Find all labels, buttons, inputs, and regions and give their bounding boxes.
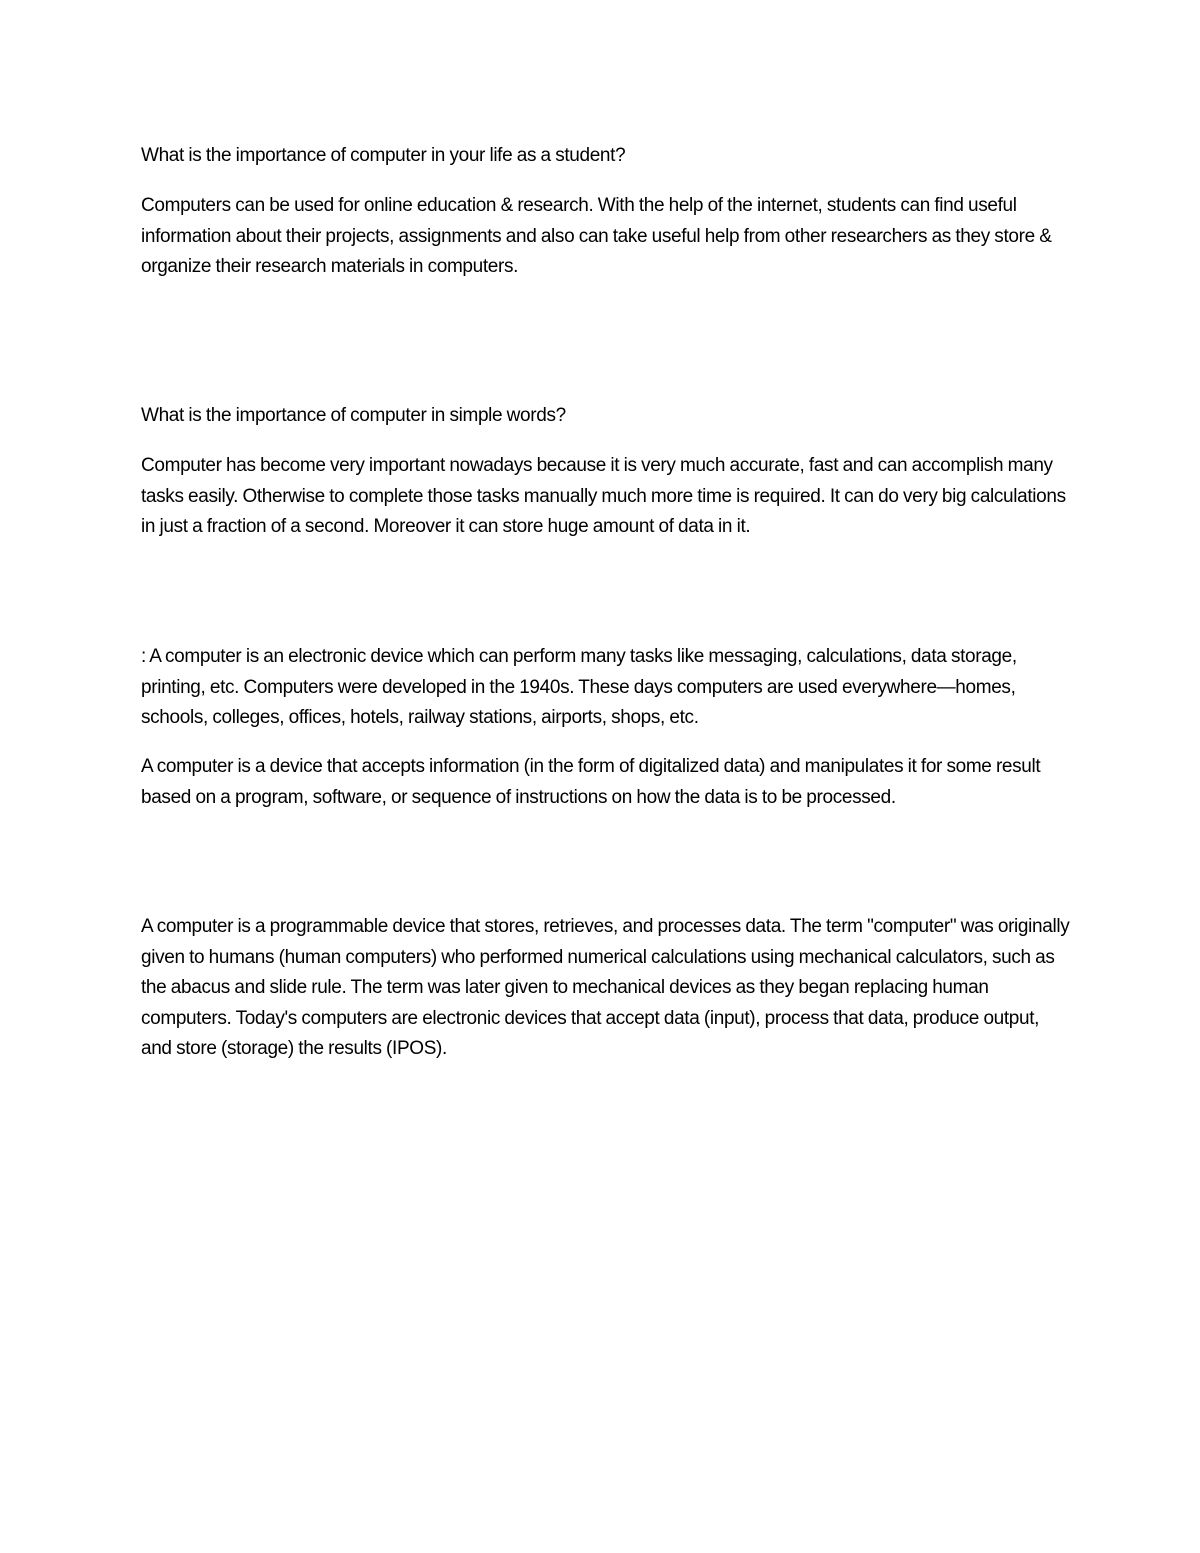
question-heading-simple-words: What is the importance of computer in simple words? (141, 405, 566, 426)
definition-paragraph-programmable-device: A computer is a programmable device that stores, retrieves, and processes data. The term "computer" was originally given to humans (human computers) who performed numerical calculations using mechanical calculators, such as the abacus and slide rule. The term was later given to mechanical devices as they began replacing human computers. Today's computers are electronic devices that accept data (input), process that data, produce output, and store (storage) the results (IPOS). (141, 916, 1070, 1059)
definition-paragraph-electronic-device: : A computer is an electronic device which can perform many tasks like messaging, calculations, data storage, printing, etc. Computers were developed in the 1940s. These days computers are used everywhere—homes, schools, colleges, offices, hotels, railway stations, airports, shops, etc. (141, 646, 1017, 728)
answer-paragraph-student: Computers can be used for online education & research. With the help of the internet, students can find useful information about their projects, assignments and also can take useful help from other researchers as they store & organize their research materials in computers. (141, 195, 1052, 277)
question-heading-student: What is the importance of computer in your life as a student? (141, 145, 626, 166)
definition-paragraph-accepts-information: A computer is a device that accepts information (in the form of digitalized data) and manipulates it for some result based on a program, software, or sequence of instructions on how the data is to be processed. (141, 756, 1041, 808)
answer-paragraph-simple-words: Computer has become very important nowadays because it is very much accurate, fast and can accomplish many tasks easily. Otherwise to complete those tasks manually much more time is required. It can do very big calculations in just a fraction of a second. Moreover it can store huge amount of data in it. (141, 455, 1066, 537)
